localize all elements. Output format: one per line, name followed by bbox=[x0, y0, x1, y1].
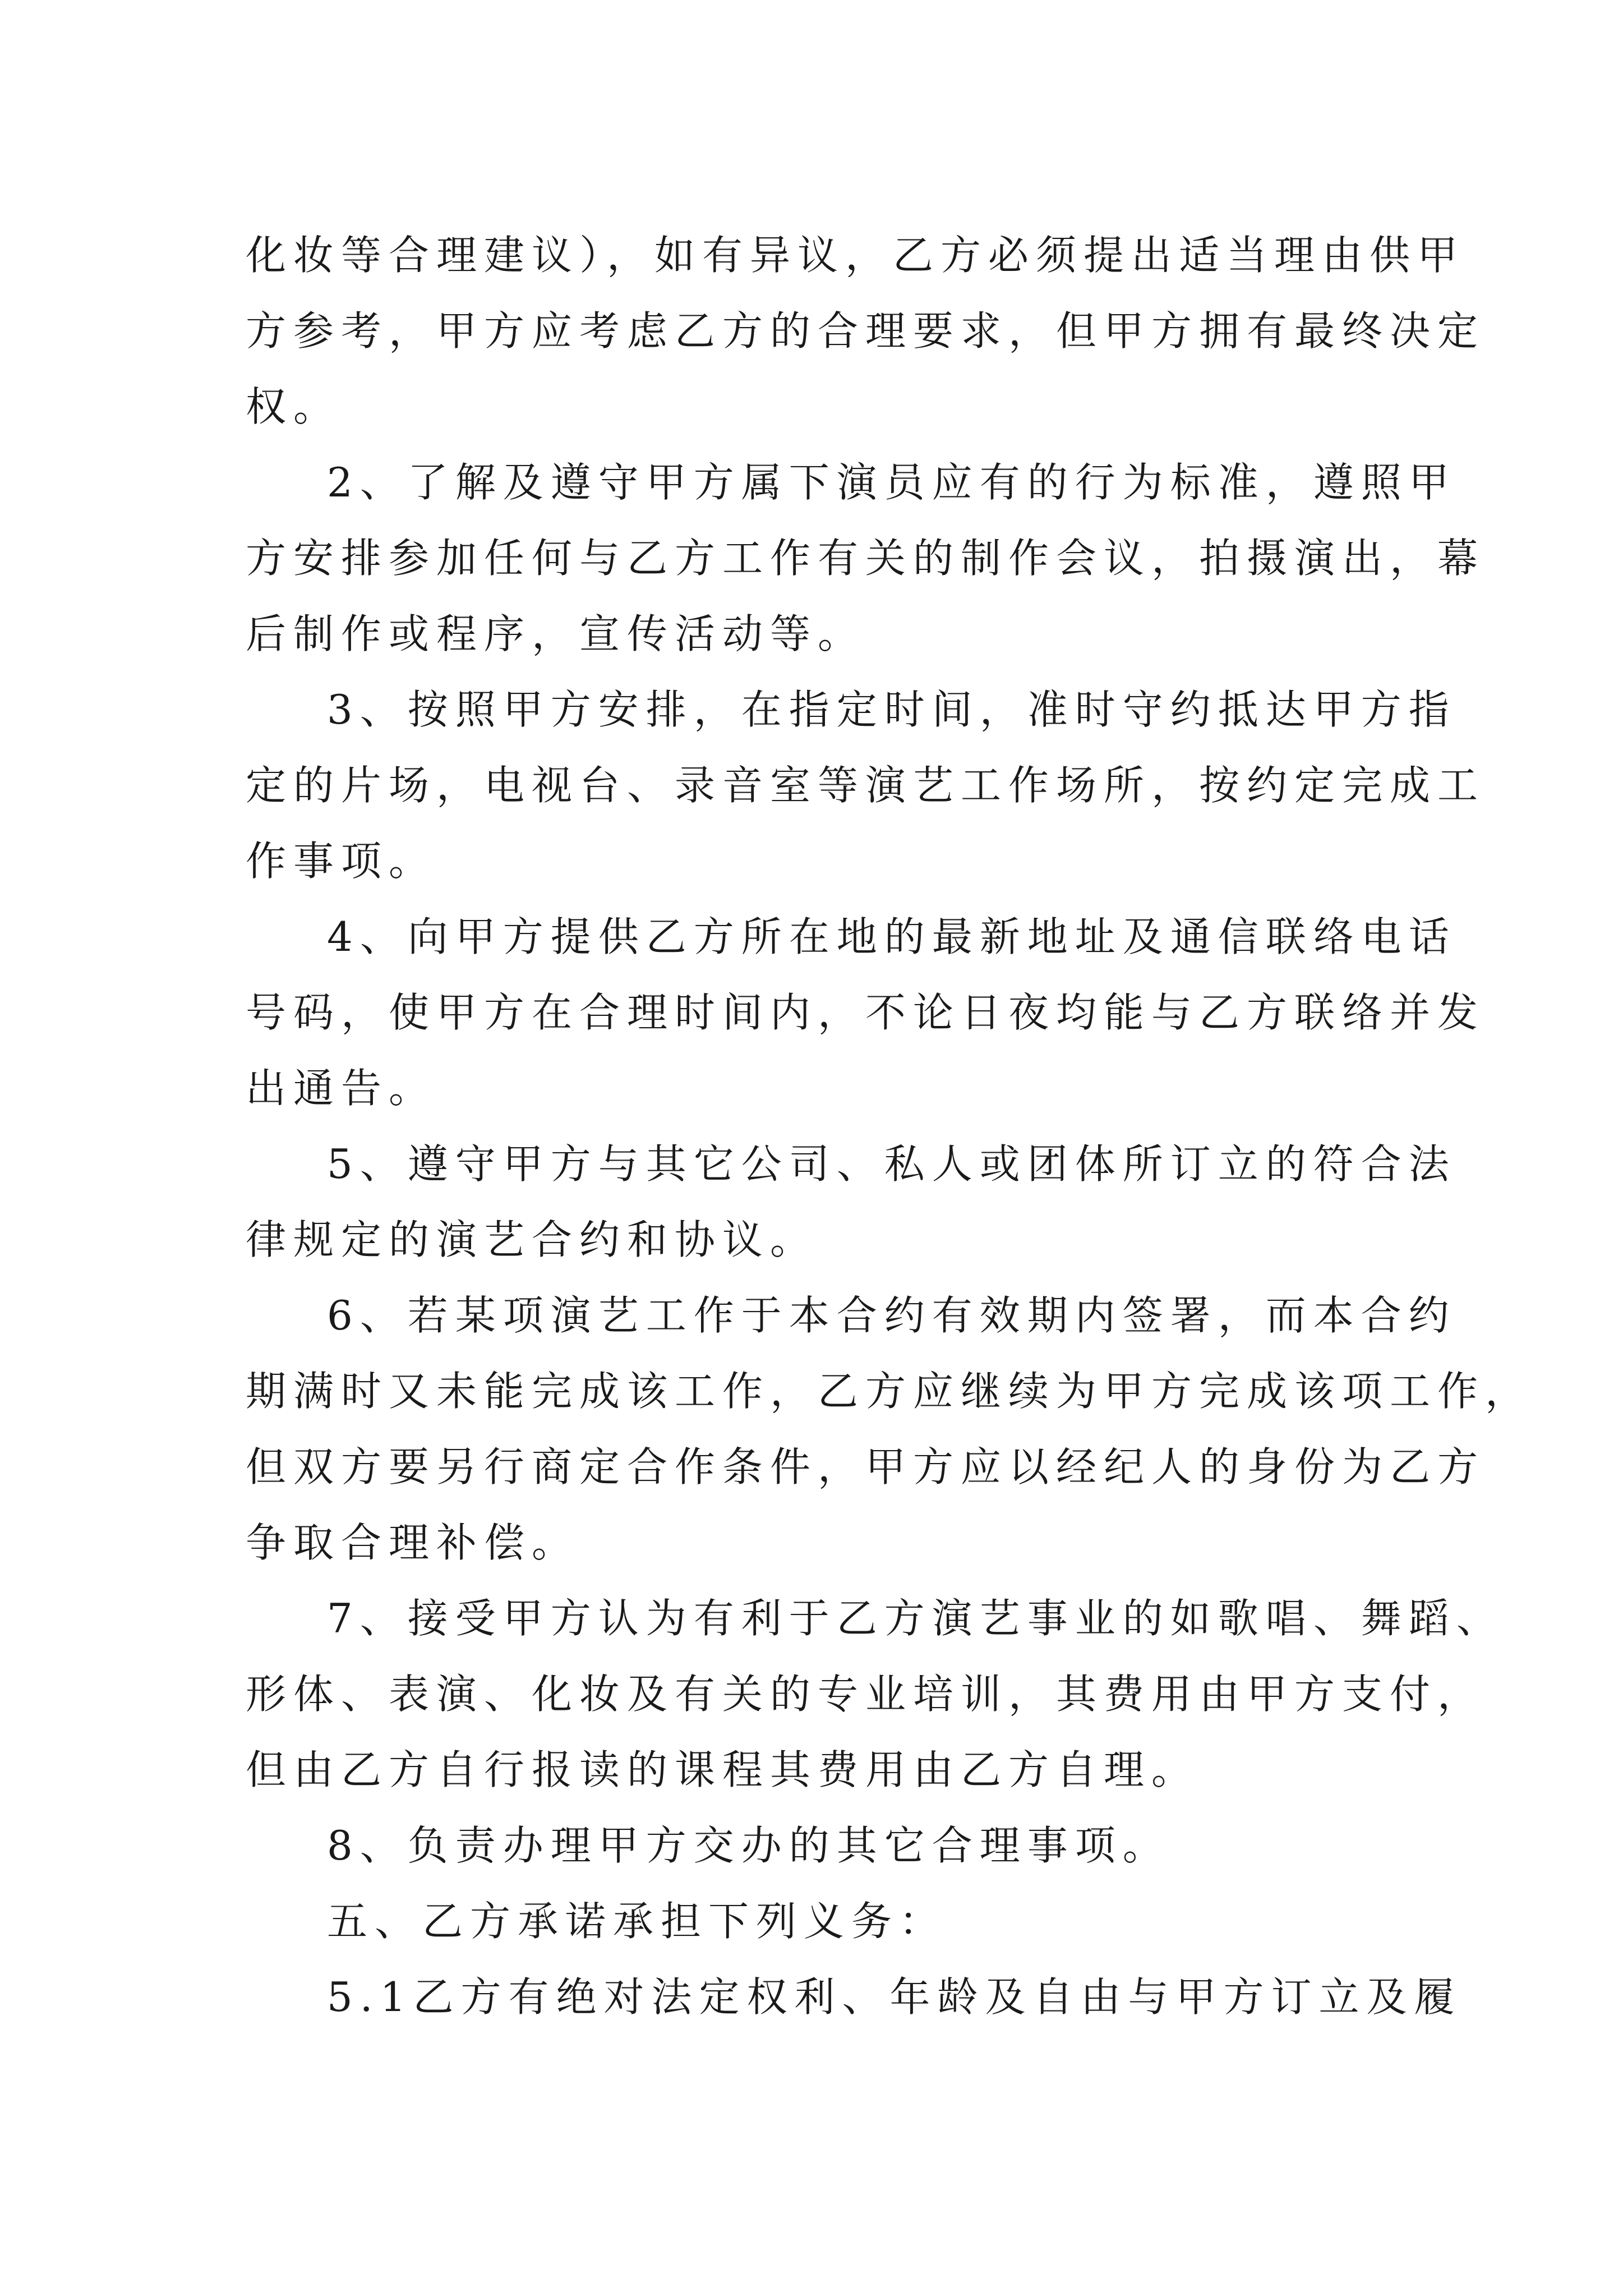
list-item-4-line-1: 4、向甲方提供乙方所在地的最新地址及通信联络电话 bbox=[327, 913, 1456, 960]
list-item-3-line-2: 定的片场，电视台、录音室等演艺工作场所，按约定完成工 bbox=[246, 762, 1486, 809]
list-item-2-line-1: 2、了解及遵守甲方属下演员应有的行为标准，遵照甲 bbox=[327, 459, 1456, 506]
list-item-5-line-2: 律规定的演艺合约和协议。 bbox=[246, 1216, 818, 1263]
list-item-4-line-3: 出通告。 bbox=[246, 1065, 437, 1112]
section-heading-5: 五、乙方承诺承担下列义务： bbox=[327, 1898, 947, 1945]
list-item-2-line-2: 方安排参加任何与乙方工作有关的制作会议，拍摄演出，幕 bbox=[246, 535, 1486, 582]
list-item-7-line-3: 但由乙方自行报读的课程其费用由乙方自理。 bbox=[246, 1746, 1200, 1793]
text-line-2: 方参考，甲方应考虑乙方的合理要求，但甲方拥有最终决定 bbox=[246, 307, 1486, 355]
text-line-1: 化妆等合理建议），如有异议，乙方必须提出适当理由供甲 bbox=[246, 232, 1465, 279]
list-item-7-line-2: 形体、表演、化妆及有关的专业培训，其费用由甲方支付， bbox=[246, 1671, 1486, 1718]
list-item-4-line-2: 号码，使甲方在合理时间内，不论日夜均能与乙方联络并发 bbox=[246, 989, 1486, 1036]
list-item-7-line-1: 7、接受甲方认为有利于乙方演艺事业的如歌唱、舞蹈、 bbox=[327, 1595, 1504, 1642]
list-item-6-line-2: 期满时又未能完成该工作，乙方应继续为甲方完成该项工作， bbox=[246, 1368, 1533, 1415]
text-line-3: 权。 bbox=[246, 383, 342, 430]
list-item-6-line-3: 但双方要另行商定合作条件，甲方应以经纪人的身份为乙方 bbox=[246, 1443, 1486, 1490]
list-item-6-line-1: 6、若某项演艺工作于本合约有效期内签署，而本合约 bbox=[327, 1292, 1456, 1339]
list-item-8-line-1: 8、负责办理甲方交办的其它合理事项。 bbox=[327, 1822, 1170, 1869]
list-item-3-line-3: 作事项。 bbox=[246, 838, 437, 885]
list-item-2-line-3: 后制作或程序，宣传活动等。 bbox=[246, 610, 866, 657]
clause-5-1-line-1: 5.1乙方有绝对法定权利、年龄及自由与甲方订立及履 bbox=[327, 1973, 1462, 2021]
list-item-6-line-4: 争取合理补偿。 bbox=[246, 1519, 580, 1566]
list-item-5-line-1: 5、遵守甲方与其它公司、私人或团体所订立的符合法 bbox=[327, 1140, 1456, 1188]
list-item-3-line-1: 3、按照甲方安排，在指定时间，准时守约抵达甲方指 bbox=[327, 686, 1456, 733]
